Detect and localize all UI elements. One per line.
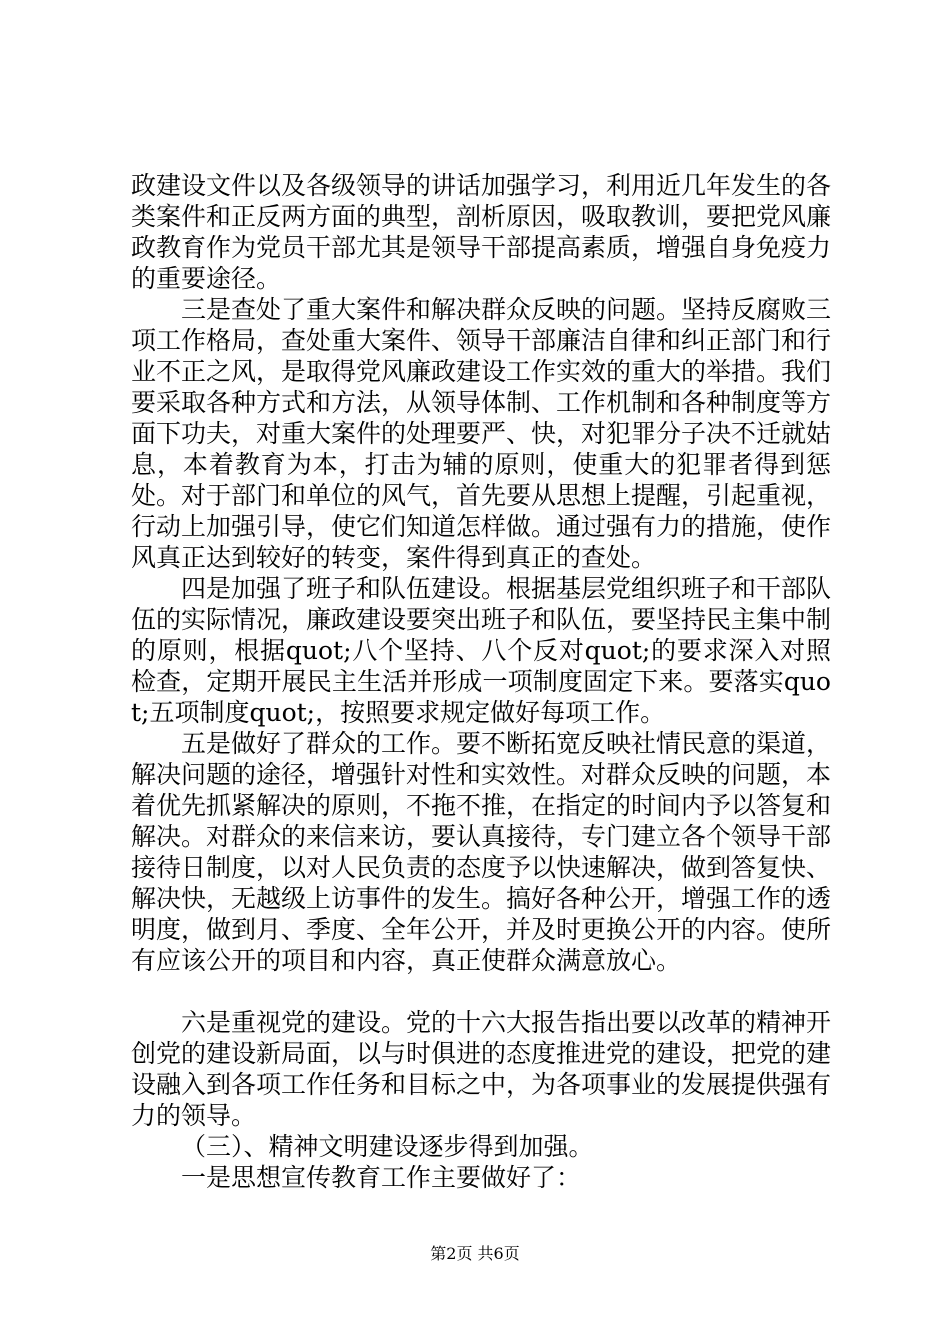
paragraph-point-five: 五是做好了群众的工作。要不断拓宽反映社情民意的渠道，解决问题的途径，增强针对性和实效性。对群众反映的问题，本着优先抓紧解决的原则，不拖不推，在指定的时间内予以答复和解决。对群众的来信来访，要认真接待，专门建立各个领导干部接待日制度，以对人民负责的态度予以快速解决，做到答复快、解决快，无越级上访事件的发生。搞好各种公开，增强工作的透明度，做到月、季度、全年公开，并及时更换公开的内容。使所有应该公开的项目和内容，真正使群众满意放心。 [131, 729, 832, 975]
paragraph-point-four: 四是加强了班子和队伍建设。根据基层党组织班子和干部队伍的实际情况，廉政建设要突出班子和队伍，要坚持民主集中制的原则，根据quot;八个坚持、八个反对quot;的要求深入对照检查，定期开展民主生活并形成一项制度固定下来。要落实quot;五项制度quot;，按照要求规定做好每项工作。 [131, 574, 832, 727]
section-heading-three: （三）、精神文明建设逐步得到加强。 [181, 1132, 594, 1161]
paragraph-continuation: 政建设文件以及各级领导的讲话加强学习，利用近几年发生的各类案件和正反两方面的典型，剖析原因，吸取教训，要把党风廉政教育作为党员干部尤其是领导干部提高素质，增强自身免疫力的重要途径。 [131, 171, 832, 293]
paragraph-point-three: 三是查处了重大案件和解决群众反映的问题。坚持反腐败三项工作格局，查处重大案件、领导干部廉洁自律和纠正部门和行业不正之风，是取得党风廉政建设工作实效的重大的举措。我们要采取各种方式和方法，从领导体制、工作机制和各种制度等方面下功夫，对重大案件的处理要严、快，对犯罪分子决不迁就姑息，本着教育为本，打击为辅的原则，使重大的犯罪者得到惩处。对于部门和单位的风气，首先要从思想上提醒，引起重视，行动上加强引导，使它们知道怎样做。通过强有力的措施，使作风真正达到较好的转变，案件得到真正的查处。 [131, 295, 832, 572]
page-footer: 第2页 共6页 [430, 1244, 520, 1263]
paragraph-point-one: 一是思想宣传教育工作主要做好了： [181, 1163, 582, 1192]
paragraph-point-six: 六是重视党的建设。党的十六大报告指出要以改革的精神开创党的建设新局面，以与时俱进的态度推进党的建设，把党的建设融入到各项工作任务和目标之中，为各项事业的发展提供强有力的领导。 [131, 1008, 832, 1130]
document-body [131, 170, 831, 1193]
